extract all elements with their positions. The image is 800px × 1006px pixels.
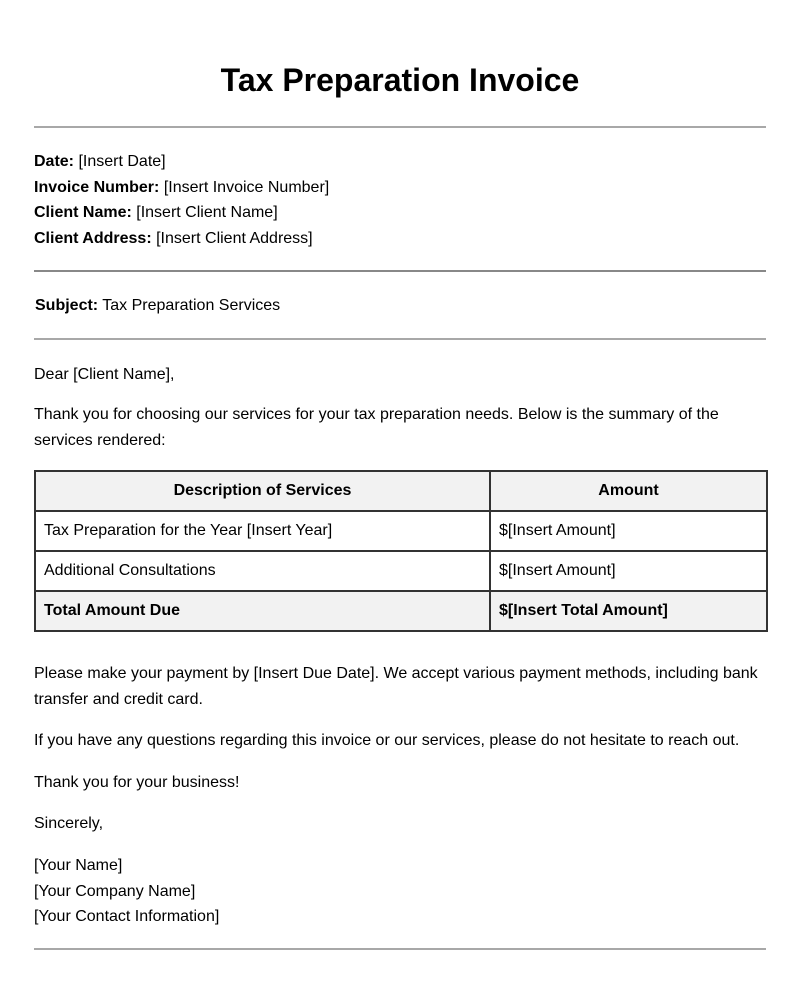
date-label: Date: [34, 153, 75, 170]
payment-block [34, 661, 766, 712]
divider-subject [34, 338, 766, 340]
thanks-note: Thank you for your business! [34, 774, 240, 791]
intro-block [34, 402, 766, 453]
table-row [35, 511, 767, 551]
date-line [34, 149, 766, 175]
table-row [35, 551, 767, 591]
subject-label: Subject: [35, 297, 99, 314]
date-value: [Insert Date] [78, 153, 166, 170]
divider-top [34, 126, 766, 128]
signature-block [34, 853, 766, 930]
invoice-details [34, 149, 766, 251]
service-amount: $[Insert Amount] [490, 551, 767, 591]
signature-company: [Your Company Name] [34, 882, 196, 900]
client-name-label: Client Name: [34, 204, 132, 221]
questions-block [34, 728, 766, 754]
client-name-value: [Insert Client Name] [136, 204, 278, 221]
payment-note: Please make your payment by [Insert Due Date]. We accept various payment methods, including bank transfer and credit card. [34, 665, 758, 708]
divider-bottom [34, 948, 766, 950]
questions-note: If you have any questions regarding this invoice or our services, please do not hesitate to reach out. [34, 732, 740, 749]
service-description: Tax Preparation for the Year [Insert Year] [35, 511, 490, 551]
services-table [34, 470, 768, 632]
divider-details [34, 270, 766, 272]
greeting: Dear [Client Name], [34, 366, 175, 383]
thanks-block [34, 770, 766, 796]
invoice-number-line [34, 175, 766, 201]
invoice-number-label: Invoice Number: [34, 178, 160, 196]
closing-block [34, 811, 766, 837]
signature-contact: [Your Contact Information] [34, 908, 220, 925]
page-title: Tax Preparation Invoice [220, 62, 580, 98]
column-header-description: Description of Services [35, 471, 490, 511]
signature-name: [Your Name] [34, 857, 123, 874]
greeting-block [34, 362, 766, 388]
table-header-row [35, 471, 767, 511]
closing: Sincerely, [34, 815, 104, 832]
total-amount: $[Insert Total Amount] [490, 591, 767, 631]
client-name-line [34, 200, 766, 226]
column-header-amount: Amount [490, 471, 767, 511]
total-label: Total Amount Due [35, 591, 490, 631]
client-address-label: Client Address: [34, 229, 152, 247]
subject-block [35, 293, 767, 319]
subject-value: Tax Preparation Services [102, 297, 281, 314]
subject-line [35, 293, 767, 319]
table-total-row [35, 591, 767, 631]
intro-paragraph: Thank you for choosing our services for your tax preparation needs. Below is the summary of the services rendered: [34, 406, 719, 449]
client-address-value: [Insert Client Address] [156, 229, 313, 247]
invoice-number-value: [Insert Invoice Number] [163, 178, 330, 196]
client-address-line [34, 226, 766, 252]
service-amount: $[Insert Amount] [490, 511, 767, 551]
service-description: Additional Consultations [35, 551, 490, 591]
